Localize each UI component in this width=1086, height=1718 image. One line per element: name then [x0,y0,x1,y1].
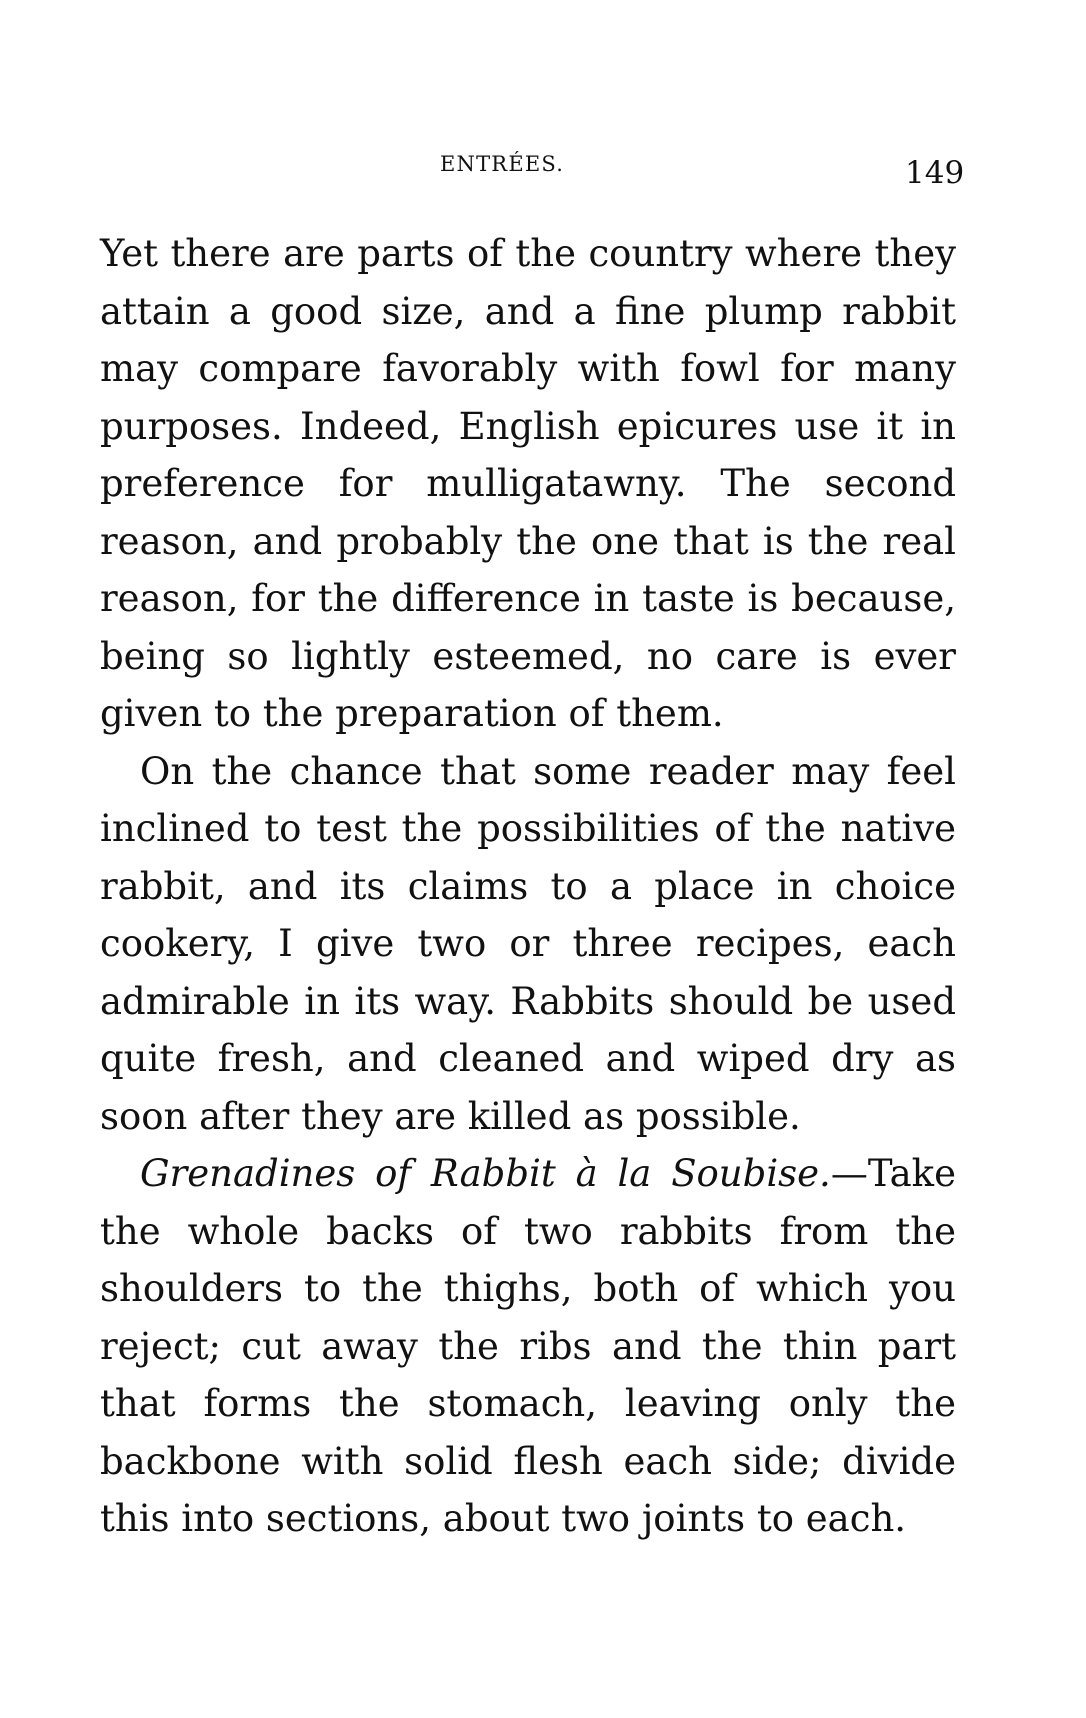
paragraph-continued: Yet there are parts of the country where they attain a good size, and a fine plump rabbit may compare favorably with fowl for many purposes. Indeed, English epicures use it in preference for mulligatawny. The second reason, and probably the one that is the real reason, for the difference in taste is because, being so lightly esteemed, no care is ever given to the preparation of them. [100,232,956,735]
page-header [0,150,1086,200]
paragraph-rabbit-recipes-intro: On the chance that some reader may feel inclined to test the possibilities of the native rabbit, and its claims to a place in choice cookery, I give two or three recipes, each admirable in its way. Rabbits should be used quite fresh, and cleaned and wiped dry as soon after they are killed as possible. [100,749,956,1138]
running-title: ENTRÉES. [440,152,565,176]
recipe-instructions: —Take the whole backs of two rabbits from the shoulders to the thighs, both of which you reject; cut away the ribs and the thin part that forms the stomach, leaving only the backbone with solid flesh each side; divide this into sections, about two joints to each. [100,1152,956,1540]
page-number: 149 [905,155,965,191]
body-text [100,225,956,1548]
paragraph-grenadines-recipe [100,1145,956,1548]
recipe-title: Grenadines of Rabbit à la Soubise. [140,1152,831,1195]
